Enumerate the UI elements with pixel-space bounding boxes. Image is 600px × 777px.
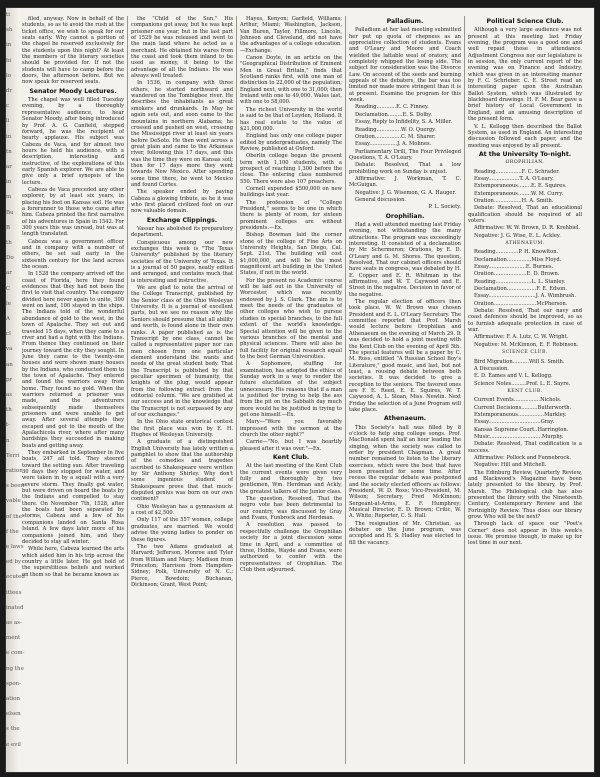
article-paragraph: Mary—"Were you favorably impressed with the sermon at the church the other night?" [240,419,342,438]
article-paragraph: filed, anyway. Now in behalf of the students, so as to avoid the rush at the ticket office, we wish to speak for our seats early. Why cannot a portion of the chapel be reserved exclusively for the students upon this night? At least the members of the literary societies should be provided for. If not the students will have to camp before the doors, the afternoon before. But we now speak for reserved seats. [22,16,124,86]
edge-fragment: s the [6,726,20,733]
program-subheading: KENT CLUB. [507,388,543,394]
edge-fragment: ecuted [6,574,25,581]
edge-fragment: ittees [6,589,22,596]
edge-fragment: A [6,316,10,322]
article-paragraph: The two Adams graduated at Harvard; Jefferson, Monroe and Tyler from William and Mary; Madison from Princeton; Harrison from Hampden-Sidney; Polk, University of N. C.; Pierce, Bowdoin; Buchanan, Dickinson; Grant, West Point; [131,543,233,588]
program-line: Extemporaneous........W. M. Curry. [474,190,564,197]
column-rule [236,16,237,764]
article-paragraph: While here, Cabeza learned the arts which aided him in his trip across the country a little later. He got hold of the superstitious beliefs and worked on them so that he became known as [22,546,124,578]
section-heading: Palladium. [386,18,424,25]
program-line: Parliamentary Drill, The Four Privileged Questions, T. A. O'Leary. [349,148,461,161]
program-line: Current Decisions..........Butterworth. [474,404,572,411]
column-1 [22,16,124,764]
program-line: Science Notes.........Prof. L. E. Sayre. [474,380,571,387]
article-paragraph: Cabeza de Vaca preceded any other explorer, by at least six years, in placing his foot on Kansas soil. He was a forerunner to those who came after him. Cabeza printed the first narrative of his adventures in Spain in 1542. For 300 years this was unread, but was at length translated. [22,186,124,238]
article-paragraph: In 1528 the company arrived off the coast of Florida, here they found evidences that they had not been the first to visit that country. The company divided here never again to unite, 300 went on land, 100 stayed in the ships. The Indians told of the wonderful abundance of gold to the west, in the town of Apalache. They set out and traveled 15 days, when they came to a river and had a fight with the Indians. From thence they continued on their journey toward the city they sought. In June they came to the twenty-one houses and were shown many houses by the Indians, who conducted them to the town of Apalache. They entered and found the warriors away from home. They found no gold. When the warriors returned a prisoner was made, and the adventurers subsequently made themselves prisoners and were unable to get away. After several attempts they escaped and got to the mouth of the Apalachicola river, where after many hardships they succeeded in making boats and getting away. [22,271,124,449]
edge-fragment: C [6,285,11,292]
edge-fragment: ment [6,635,21,642]
article-paragraph: The richest University in the world is said to be that of Leyden, Holland. It has real estate to the value of $21,000,000. [240,106,342,132]
article-paragraph: The regular election of officers then took place. W. W. Brown was chosen President and E. L. O'Leary Secretary. The committee reported that Prof. Marsh would lecture before Orophilian and Athenaeum on the evening of March 29. It was decided to hold a joint meeting with the Kent Club on the evening of April 5th. The special features will be a paper by C. M. Ross, entitled "A Russian School Boy's Literature," good music, and last, but not least, a rousing debate between both societies. It was decided to give a reception to the seniors. The favored ones are F. E. Reed, E. E. Squires, W. T. Caywood, A. L. Sloan, Miss. Newlin. Next Friday the selection of a June Program will take place. [349,299,461,413]
program-line: Bird Migration..........Will S. Smith. [474,358,565,365]
column-rule [345,16,346,764]
article-paragraph: V. L. Kellogg then described the Ballot System, as used in England. An interesting discussion followed each paper, and the meeting was enjoyed by all present. [468,123,582,149]
edge-fragment: vable [6,498,21,505]
column-2 [131,16,233,764]
article-paragraph: Oberlin college began the present term with 1,100 students, with a prospect of reaching 1,300 before the close. The entering class numbered 550. There were also 107 preachers. [240,153,342,185]
program-line: Essay.................J. A. Mohnes. [355,141,432,148]
edge-fragment: ng the [6,665,24,672]
program-line: Oration................C. M. Sharer. [355,133,436,140]
edge-fragment: va [6,346,13,353]
edge-fragment: inated [6,604,24,611]
edge-fragment: n [6,437,10,444]
edge-fragment: B [6,224,11,231]
article-paragraph: Canon Doyle, in an article on the "Geographical Distribution of Eminent Men in Great Britain," finds that Scotland ranks first, with one man of distinction to 22,000 of the population; England next, with one to 31,000; then Ireland with one to 49,000. Wales last, with one to 58,000. [240,55,342,106]
program-line: Essay, Reply to Infidelity, S. A. Miller. [355,119,453,126]
edge-fragment: e laws [6,544,24,550]
program-line: Music................................Murphy. [474,433,564,440]
article-paragraph: Ohio Wesleyan has a gymnasium at a cost of $2,500. [131,503,233,517]
edge-fragment: spon- [6,680,22,687]
article-paragraph: Palladium at her last meeting submitted her put up quota of chepness as an appreciative collection of students. Evans and O'Leary and Moore and Coach wielded the lattable weal of oratory, and completely whipped the losing side. The subject for consideration was the Divorce Law. On account of the seeds and burning appeals of the debaters, the bar was too limited nor made more stringent than it is at present. Examine the program for this week. [349,27,461,104]
edge-fragment: ation [6,696,21,702]
edge-fragment: in [6,179,12,186]
section-heading: Athenaeum. [383,415,427,423]
program-line: Kansas Supreme Court..Harrington. [474,426,569,433]
article-paragraph: The Edinburg Review, Quarterly Review, and Blackwood's Magazine have been lately presented to the library, by Prof. Marsh. The Philological club has also presented the library with the Nineteenth Century, Contemporary Review and the Fortnightly Review. Thus does our library grow. Who will be the next? [468,469,582,521]
article-paragraph: The resignation of Mr. Christian, as debater on the June program, was accepted and H. S. Hadley was elected to fill the vacancy. [349,520,461,546]
article-paragraph: A resolution was passed to respectfully challenge the Orophilian society for a joint discussion some time in April, and a committee of three, Hobbs, Wayde and Evans, were authorized to confer with the representatives of Orophilian. The Club then adjourned. [240,522,342,573]
program-subheading: SCIENCE CLUB. [502,350,548,356]
program-line: Negative: J. G. Wise, E. L. Ackley. [474,232,561,239]
section-heading: Exchange Clippings. [146,216,218,224]
edge-fragment: of the [6,513,23,520]
section-heading: Senator Moody Lectures. [29,87,117,95]
program-line: A Discussion. [474,365,509,372]
article-paragraph: For the present no Academic course will be laid out in the University of Worcester, which was recently endowed by J. S. Clark. The aim is to meet the needs of the graduates of other colleges who wish to pursue studies in special branches, to the full extent of the world's knowledge. Special attention will be given to the various branches of the mental and physical sciences. There will also be full facility for original research equal to the best German Universities. [240,277,342,360]
edge-fragment: ar [6,270,12,277]
article-paragraph: Only 117 of the 557 women, college graduates, are married. We would advise the young ladies to ponder on these figures. [131,517,233,543]
section-heading: Kent Club. [272,454,310,462]
program-line: Negative: M. McKinnon, E. F. Robinson. [474,341,579,348]
edge-fragment: Bu [6,209,14,216]
edge-fragment: Terri [6,452,20,459]
edge-fragment: as as- [6,620,22,626]
article-paragraph: Through lack of space our "Poet's Corner" does not appear in this week's issue. We promise though, to make up for lost time in our next. [468,521,582,547]
edge-fragment: ar [6,164,12,170]
article-paragraph: Although a very large audience was not present at this meeting last Friday evening, the program was a good one and well repaid those in attendance. Adjustment Congress nor our legislature is in session, the only current report of the evening was on Finance and Industry, which was given in an interesting manner by F. C. Schrieber. C. E. Street read an interesting paper upon the Australian Ballot System, which was illustrated by blackboard drawings. H. F. M. Bear gave a brief history of Local Government in England, and an amusing description of the present form. [468,27,582,123]
program-line: Essay.............................J. A. Wimbrush. [474,293,576,300]
article-paragraph: A graduate of a distinguished English University has lately written a pamphlet to show that the authorship of the comedies and tragedies ascribed to Shakespeare were written by Sir Anthony Shirley. Why don't some ingenious student of Shakespeare prove that that much-disputed genius was born on our own continent? [131,439,233,503]
program-line: Oration.................H. A. Smith. [474,197,554,204]
edge-fragment: an [6,361,13,368]
edge-fragment: c [6,103,10,110]
edge-fragment: e evil [6,741,21,748]
program-line: Declamation.........E. S. Dolby. [355,111,433,118]
article-paragraph: The chapel was well filled Tuesday evening, by a thoroughly representative audience, to hear Senator Moody, after being introduced by Prof. A. G. Canfield, stepped forward, he was the recipient of hearty applause. His subject was Cabeza de Vaca, and for almost two hours he held his audience, with a description, interesting and instructive, of the explorations of this early Spanish explorer. We are able to give only a brief synopsis of the lecture. [22,97,124,186]
program-line: Reading..............P. H. Knowlton. [474,249,559,256]
program-line: Affirmative: W. W. Brown, D. R. Krehbiel. [474,225,581,232]
edge-fragment: ration [6,468,23,474]
article-paragraph: England has only one college paper edited by undergraduates, namely The Review, published at Oxford. [240,133,342,152]
edge-fragment: hi [6,57,12,64]
program-line: Negative: J. G. Wisemon, G. A. Hauger. [355,189,456,196]
edge-fragment: s been [6,483,25,490]
program-line: Extemporaneous........E. E. Squires. [474,183,567,190]
article-paragraph: the "Child of the Sun." His companions got away, but he was kept prisoner one year, but in the last part of 1529 he was released and went to the main land where he acted as a merchant. He obtained his wares from the coast and took them inland to be used as money, it being to the advantage of all the Indians. He was always well treated. [131,16,233,80]
section-heading: At the University To-night. [478,150,572,158]
program-line: Reading................F. C. Schrader. [474,168,560,175]
article-paragraph: Cornell expended $500,000 on new buildings last year. [240,185,342,199]
edge-fragment: m [6,194,12,201]
program-line: Declamation..................F. E. Edson. [474,286,567,293]
section-heading: Orophilian. [385,212,425,220]
column-rule [127,16,128,764]
section-heading: Political Science Club. [486,18,564,25]
column-3 [240,16,342,764]
article-paragraph: Conspicuous among our new exchanges this week is "The Texas University" published by the literary societies of the University of Texas. It is a journal of 50 pages, neatly edited and arranged, and contains much that is interesting and instructive. [131,239,233,284]
article-paragraph: They embarked in September in five boats, 247 all told. They steered toward the setting sun. After traveling 30 days they stopped for water, and were taken in by a squall with a very severe storm. They finally got water, but were driven on board the boats by the Indians and compelled to stay there. On November 7th, 1528, after the boats had been separated by storms, Cabeza and a few of his companions landed on Santa Rosa Island. A few days later more of his companions joined him, and they decided to stay all winter. [22,450,124,545]
program-line: Essay...................T. A. O'Leary. [474,175,554,182]
column-5 [468,16,582,764]
article-paragraph: Had a well attended meeting last Friday evening, not withstanding the many attractions. The program was exceedingly interesting. It consisted of a declamation by Mr. Schermeron; Orations, by E. D. O'Leary and G. M. Shores. The question, Resolved, That our cabinet officers should have seats in congress, was debated by H. E. Copper and E. R. Whitman in the affirmative, and W. T. Caywood and E. Street in the negative. Decision in favor of the negative. [349,221,461,298]
column-rule [464,16,465,764]
edge-fragment: as [6,392,13,398]
article-paragraph: A Sophomore, stuffing for examination, has adopted the ethics of Sunday work in a way to render the future elucidation of the subject unnecessary. His reasons that if a man is justified for trying to help the ass from the pit on the Sabbath day much more would he be justified in trying to get one himself.—Ex. [240,361,342,418]
article-paragraph: Carrie—"No, but I was heartily pleased after it was over."—Ex. [240,439,342,452]
edge-fragment: sh [6,27,13,34]
program-line: Current Events................Nichols. [474,397,562,404]
left-edge-fragments [6,8,25,772]
article-paragraph: In 1536, in company with three others, he started northward and wandered on the Tombigbee river. He describes the inhabitants as great smokers and drunkards. In May he again sets out, and soon came to the mountains in northern Alabama; he crossed and pushed on west, crossing the Mississippi river at least six years before DeSoto. He then went across a great plain and came to the Arkansas river, following this 17 days, and this was the time they were on Kansas soil; then for 17 days more they went towards New Mexico. After spending some time there, he went to Mexico and found Cortes. [131,80,233,188]
edge-fragment: ed by [6,559,22,566]
article-paragraph: Cabeza was a government officer and in company with a number of others, he set sail early in the sixteenth century for the land across the ocean. [22,238,124,271]
edge-fragment: pr [6,376,13,383]
program-line: E. D. Eames and V. L. Kellogg. [474,373,553,380]
edge-fragment: Do [6,255,14,262]
program-line: Oration....................E. D. Brown. [474,271,560,278]
edge-fragment: cl [6,331,11,338]
article-paragraph: We are glad to note the arrival of the College Transcript, published by the Senior class of the Ohio Wesleyan University. It is a journal of excellent parts, but we see no reason why the Seniors should presume that all ability and worth, is found alone in their own ranks. A paper published as is the Transcript by one class, cannot be called a representative paper nor can men chosen from one particular element understand the wants and needs of the great student body. That the Transcript is published by that peculiar specimen of humanity, the knights of the plug, would appear from the following extract from the editorial column. "We are gratified at our success and in the knowledge that the Transcript is not surpassed by any of our exchanges." [131,285,233,418]
article-paragraph: The speaker ended by paying Cabeza a glowing tribute, as he it was who first placed civilized foot on our now valuable domain. [131,189,233,215]
edge-fragment: lo [6,72,12,79]
edge-fragment: in [6,133,12,140]
program-subheading: ATHENAEUM. [505,241,545,246]
edge-fragment: tn [6,148,12,155]
article-paragraph: Debate: Resolved, That a low prohibiting work on Sunday is unjust. [349,162,461,175]
edge-fragment: ti [6,12,10,18]
program-subheading: OROPHILIAN. [505,160,545,166]
program-line: Negative: Hill and Mitchell. [474,462,547,469]
edge-fragment: dr [6,88,13,94]
article-paragraph: At the last meeting of the Kent Club the current events were given very fully and thoroughly by two gentlemen, Wm. Herdman and Ackly, the greatest talkers of the Junior class. [240,463,342,495]
article-paragraph: This Society's hall was filled by 8 o'clock to help sing college songs. Prof. MacDonald spent half an hour leading the singing, when the society was called to order by president Chapman. A great number remained to listen to the literary exercises, which were the best that have been presented for some time. After recess the regular debate was postponed and the society elected officers as follows: President, W. D. Ross; Vice-President, M. Wilson; Secretary, Fred McKinnon; Sergeant-at-Arms, E. F. Humphrey; Musical Director, E. D. Brown; Critic, W. A. White; Reporter, C. S. Hall. [349,424,461,520]
edge-fragment: f the [6,528,19,535]
article-paragraph: Bishop Bowman laid the corner stone of the college of Fine Arts on University Heights, San Diego, Cal. Sept. 21st. The building will cost $1,000,000, and will be the most magnificent art building in the United States, if not in the world. [240,232,342,277]
program-line: Affirmative: Pollock and Funnebrock. [474,454,572,461]
program-line: Affirmative: F. A. Lutz, C. W. Wright. [474,334,569,341]
column-4 [349,16,461,764]
signature: P. L. Society. [428,204,461,211]
article-paragraph: Debate: Resolved, That codification is a success. [468,441,582,454]
edge-fragment: li [6,118,10,125]
program-line: Extemporaneous................Markley. [474,411,567,418]
program-line: Affirmative: J. Workman, T. C. McGuigan. [349,175,461,189]
edge-fragment: th [6,407,12,414]
edge-fragment: e com- [6,650,25,657]
program-line: Essay................................Gray. [474,419,555,426]
program-line: Oration..........................McPherson. [474,300,568,307]
program-line: Declamation...............Miss Floyd. [474,256,562,263]
edge-fragment: t- [6,422,11,429]
program-line: General discussion. [355,196,407,203]
article-paragraph: Debate: Resolved, That our navy and coast defences should be improved, so as to furnish adequate protection in case of war. [468,308,582,334]
program-line: Essay.......................E. Burnes. [474,264,554,271]
newspaper-page [6,8,594,772]
program-line: Reading......................L. L. Stanley. [474,278,566,285]
edge-fragment: th [6,240,12,246]
article-paragraph: In the Ohio state oratorical contest the first place was won by E. H. Hughes of Wesleyan University. [131,419,233,438]
article-paragraph: Hayes, Kenyon; Garfield, Williams; Arthur, Miami; Washington, Jackson, Van Buren, Taylor, Fillmore, Lincoln, Johnson and Cleveland, did not have the advantages of a college education.—Exchange. [240,16,342,54]
program-line: Reading............E. C. Finney. [355,104,429,111]
article-paragraph: The profession of "College President," seems to be one in which there is plenty of room, for sixteen prominent colleges are without presidents.—Ex. [240,199,342,231]
edge-fragment: in [6,42,12,49]
edge-fragment: elsen [6,711,21,718]
article-paragraph: The question, Resolved, That the negro vote has been detrimental to our country, was discussed by Gray and Evans, Funbrock and Herdman. [240,496,342,522]
article-paragraph: Vassar has abolished its preparatory department. [131,226,233,239]
edge-fragment: le [6,300,12,307]
article-paragraph: Debate: Resolved, That an educational qualification should be required of all voters. [468,205,582,224]
program-line: Reading...............W. O. Quergy. [355,126,437,133]
